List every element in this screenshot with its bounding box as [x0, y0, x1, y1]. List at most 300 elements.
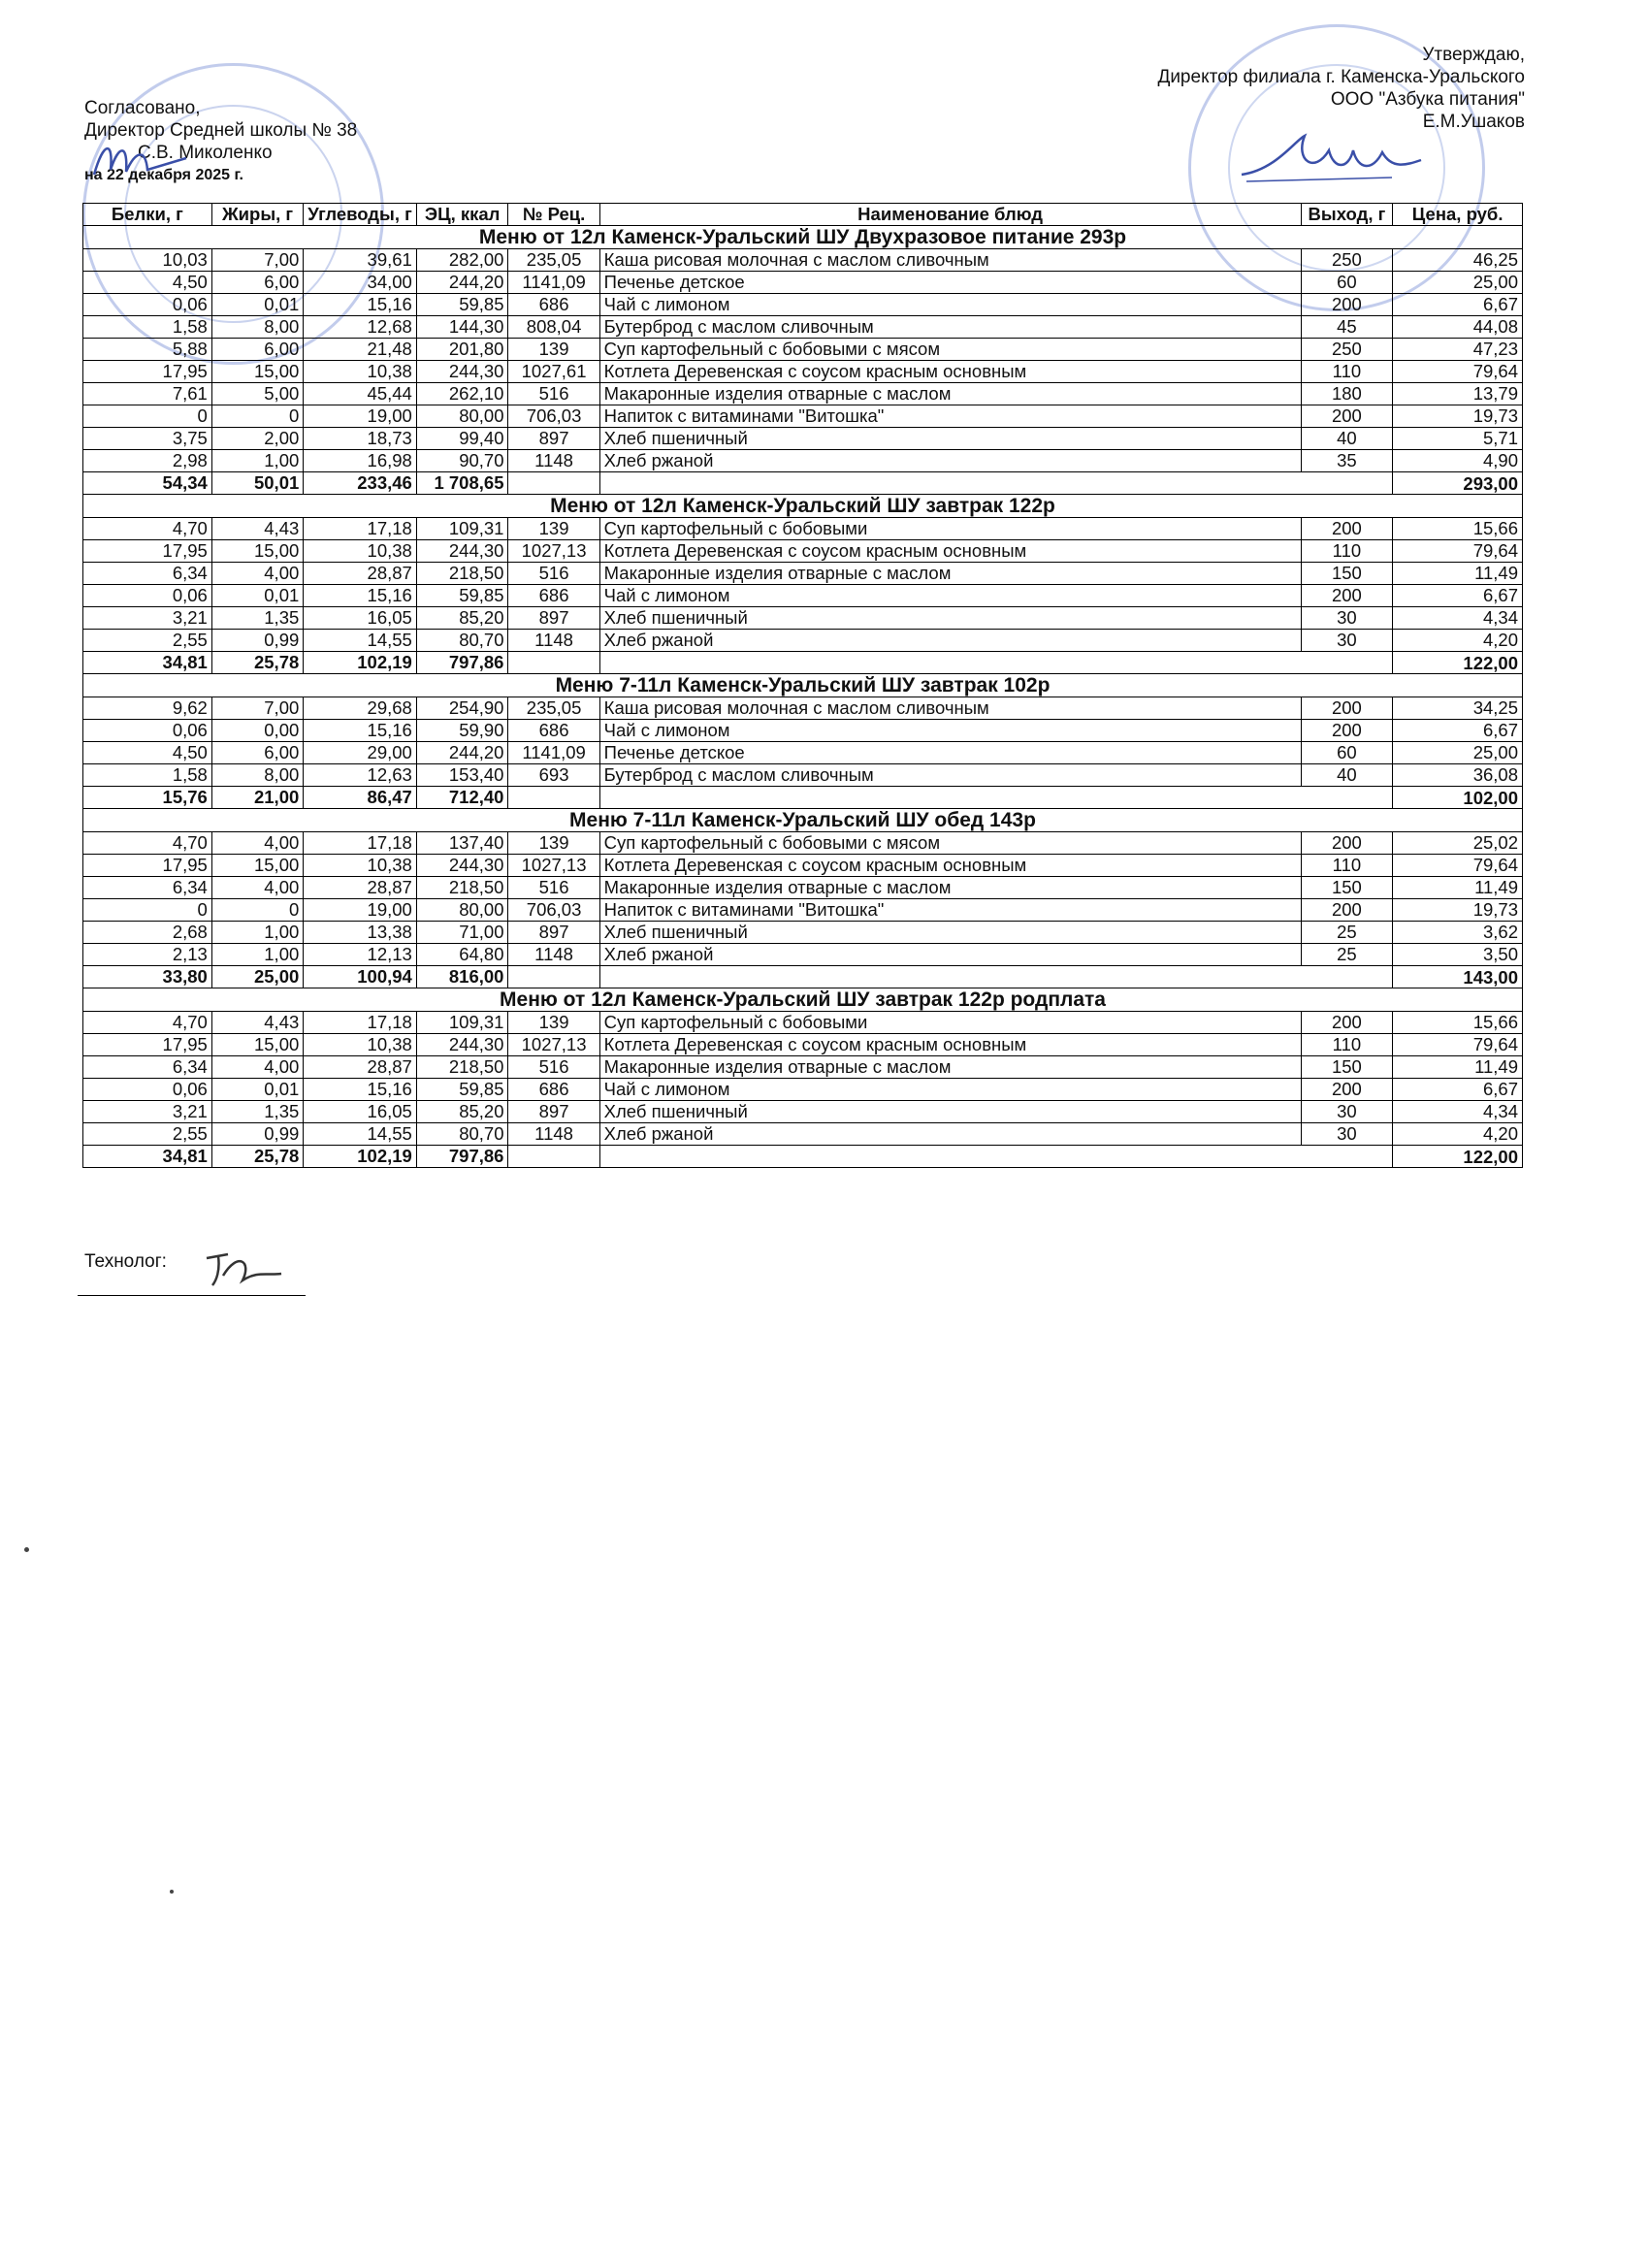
column-header: Наименование блюд: [599, 204, 1301, 226]
table-cell: 1148: [508, 944, 599, 966]
table-cell: Чай с лимоном: [599, 585, 1301, 607]
total-cell: 1 708,65: [416, 472, 508, 495]
total-price-cell: 143,00: [1393, 966, 1523, 988]
table-cell: 17,18: [304, 1012, 417, 1034]
table-cell: 2,55: [83, 1123, 212, 1146]
table-cell: 686: [508, 720, 599, 742]
table-cell: 6,00: [211, 272, 303, 294]
total-cell: 102,19: [304, 652, 417, 674]
total-cell: 797,86: [416, 1146, 508, 1168]
table-cell: 39,61: [304, 249, 417, 272]
total-price-cell: 122,00: [1393, 652, 1523, 674]
table-cell: 0: [83, 899, 212, 922]
table-cell: 200: [1301, 405, 1393, 428]
table-cell: 200: [1301, 720, 1393, 742]
table-cell: Суп картофельный с бобовыми: [599, 518, 1301, 540]
column-header: ЭЦ, ккал: [416, 204, 508, 226]
table-cell: Суп картофельный с бобовыми с мясом: [599, 339, 1301, 361]
table-cell: 9,62: [83, 697, 212, 720]
table-cell: 15,66: [1393, 1012, 1523, 1034]
total-cell: 15,76: [83, 787, 212, 809]
menu-date: на 22 декабря 2025 г.: [84, 167, 243, 183]
table-cell: 15,00: [211, 855, 303, 877]
total-cell: 816,00: [416, 966, 508, 988]
table-cell: Напиток с витаминами "Витошка": [599, 899, 1301, 922]
total-cell: 233,46: [304, 472, 417, 495]
table-cell: 1,00: [211, 944, 303, 966]
table-cell: 6,34: [83, 877, 212, 899]
section-title: Меню 7-11л Каменск-Уральский ШУ завтрак 102р: [83, 674, 1523, 697]
table-cell: Котлета Деревенская с соусом красным основным: [599, 855, 1301, 877]
table-cell: Котлета Деревенская с соусом красным основным: [599, 361, 1301, 383]
table-cell: 1,00: [211, 450, 303, 472]
table-cell: 85,20: [416, 607, 508, 630]
total-cell: 21,00: [211, 787, 303, 809]
column-header: Цена, руб.: [1393, 204, 1523, 226]
table-cell: 244,30: [416, 1034, 508, 1056]
table-row: [83, 518, 1523, 540]
table-cell: 200: [1301, 832, 1393, 855]
table-row: [83, 585, 1523, 607]
table-cell: 80,00: [416, 899, 508, 922]
table-cell: 706,03: [508, 899, 599, 922]
table-cell: 4,50: [83, 742, 212, 764]
table-cell: Печенье детское: [599, 742, 1301, 764]
total-row: [83, 1146, 1523, 1168]
table-cell: 17,18: [304, 518, 417, 540]
table-row: [83, 1079, 1523, 1101]
table-cell: 34,00: [304, 272, 417, 294]
right-signature: [1237, 121, 1431, 194]
table-cell: 150: [1301, 1056, 1393, 1079]
table-cell: 14,55: [304, 630, 417, 652]
table-cell: Макаронные изделия отварные с маслом: [599, 877, 1301, 899]
table-cell: 28,87: [304, 1056, 417, 1079]
table-cell: 80,00: [416, 405, 508, 428]
table-cell: 15,16: [304, 294, 417, 316]
table-cell: 19,00: [304, 899, 417, 922]
table-cell: 79,64: [1393, 540, 1523, 563]
table-cell: Суп картофельный с бобовыми с мясом: [599, 832, 1301, 855]
total-cell: 25,00: [211, 966, 303, 988]
table-cell: 0,06: [83, 720, 212, 742]
table-cell: 19,73: [1393, 405, 1523, 428]
total-row: [83, 472, 1523, 495]
table-cell: 0,01: [211, 294, 303, 316]
table-cell: 8,00: [211, 764, 303, 787]
table-cell: 516: [508, 1056, 599, 1079]
table-row: [83, 720, 1523, 742]
table-cell: 180: [1301, 383, 1393, 405]
table-cell: 45,44: [304, 383, 417, 405]
table-cell: 0,00: [211, 720, 303, 742]
table-cell: 2,13: [83, 944, 212, 966]
table-cell: 200: [1301, 518, 1393, 540]
table-cell: 110: [1301, 855, 1393, 877]
table-cell: 30: [1301, 607, 1393, 630]
table-row: [83, 272, 1523, 294]
table-cell: 28,87: [304, 877, 417, 899]
approval-left-person: С.В. Миколенко: [138, 143, 273, 163]
total-price-cell: 293,00: [1393, 472, 1523, 495]
total-row: [83, 652, 1523, 674]
section-title-row: [83, 988, 1523, 1012]
table-cell: 64,80: [416, 944, 508, 966]
table-row: [83, 1101, 1523, 1123]
section-title: Меню от 12л Каменск-Уральский ШУ завтрак 122р: [83, 495, 1523, 518]
table-cell: 59,85: [416, 585, 508, 607]
table-cell: 44,08: [1393, 316, 1523, 339]
approval-left-title: Согласовано,: [84, 98, 201, 118]
table-cell: 29,68: [304, 697, 417, 720]
total-cell: 797,86: [416, 652, 508, 674]
section-title: Меню 7-11л Каменск-Уральский ШУ обед 143р: [83, 809, 1523, 832]
table-cell: 6,34: [83, 563, 212, 585]
table-cell: 200: [1301, 585, 1393, 607]
table-row: [83, 877, 1523, 899]
table-cell: 6,00: [211, 339, 303, 361]
table-cell: 150: [1301, 563, 1393, 585]
table-cell: 21,48: [304, 339, 417, 361]
table-cell: 6,67: [1393, 1079, 1523, 1101]
table-row: [83, 249, 1523, 272]
table-cell: Хлеб ржаной: [599, 630, 1301, 652]
table-cell: 25,02: [1393, 832, 1523, 855]
table-cell: 137,40: [416, 832, 508, 855]
table-cell: 6,34: [83, 1056, 212, 1079]
table-cell: 0: [211, 405, 303, 428]
table-cell: 4,20: [1393, 1123, 1523, 1146]
table-cell: 2,98: [83, 450, 212, 472]
table-cell: Каша рисовая молочная с маслом сливочным: [599, 249, 1301, 272]
table-cell: 30: [1301, 630, 1393, 652]
table-cell: 4,50: [83, 272, 212, 294]
table-cell: 6,67: [1393, 720, 1523, 742]
table-cell: 17,18: [304, 832, 417, 855]
table-cell: 10,38: [304, 361, 417, 383]
table-cell: 16,05: [304, 1101, 417, 1123]
table-cell: 254,90: [416, 697, 508, 720]
table-cell: Макаронные изделия отварные с маслом: [599, 563, 1301, 585]
technologist-label: Технолог:: [84, 1251, 167, 1272]
table-cell: 45: [1301, 316, 1393, 339]
approval-right-title: Утверждаю,: [1422, 45, 1525, 65]
table-row: [83, 855, 1523, 877]
table-cell: Хлеб пшеничный: [599, 922, 1301, 944]
table-cell: 4,43: [211, 518, 303, 540]
table-cell: Бутерброд с маслом сливочным: [599, 316, 1301, 339]
table-cell: 19,73: [1393, 899, 1523, 922]
table-cell: 79,64: [1393, 855, 1523, 877]
table-cell: 686: [508, 585, 599, 607]
table-cell: 4,70: [83, 832, 212, 855]
total-cell: 50,01: [211, 472, 303, 495]
table-cell: 15,16: [304, 1079, 417, 1101]
table-cell: 10,38: [304, 1034, 417, 1056]
table-row: [83, 630, 1523, 652]
table-row: [83, 450, 1523, 472]
table-cell: 15,16: [304, 585, 417, 607]
table-row: [83, 1034, 1523, 1056]
total-blank-cell: [508, 1146, 599, 1168]
table-cell: 4,00: [211, 1056, 303, 1079]
table-cell: 897: [508, 428, 599, 450]
total-cell: 86,47: [304, 787, 417, 809]
table-cell: 4,90: [1393, 450, 1523, 472]
table-cell: 6,00: [211, 742, 303, 764]
table-cell: Суп картофельный с бобовыми: [599, 1012, 1301, 1034]
table-cell: 4,20: [1393, 630, 1523, 652]
table-cell: 71,00: [416, 922, 508, 944]
table-cell: Чай с лимоном: [599, 1079, 1301, 1101]
table-cell: 15,00: [211, 1034, 303, 1056]
total-cell: 100,94: [304, 966, 417, 988]
table-cell: 0,99: [211, 1123, 303, 1146]
table-cell: 17,95: [83, 361, 212, 383]
table-cell: 3,75: [83, 428, 212, 450]
table-cell: Чай с лимоном: [599, 294, 1301, 316]
table-cell: 282,00: [416, 249, 508, 272]
total-price-cell: 122,00: [1393, 1146, 1523, 1168]
table-cell: 110: [1301, 540, 1393, 563]
table-cell: 0,06: [83, 294, 212, 316]
table-cell: 693: [508, 764, 599, 787]
table-cell: 686: [508, 1079, 599, 1101]
table-cell: 1148: [508, 450, 599, 472]
table-cell: Напиток с витаминами "Витошка": [599, 405, 1301, 428]
table-cell: 897: [508, 922, 599, 944]
table-cell: 47,23: [1393, 339, 1523, 361]
scan-speck: [24, 1547, 29, 1552]
table-cell: 244,30: [416, 361, 508, 383]
table-cell: 15,00: [211, 540, 303, 563]
table-cell: 0,06: [83, 1079, 212, 1101]
table-cell: 4,00: [211, 832, 303, 855]
table-row: [83, 899, 1523, 922]
table-cell: 2,55: [83, 630, 212, 652]
table-cell: 99,40: [416, 428, 508, 450]
table-cell: 897: [508, 607, 599, 630]
table-cell: Макаронные изделия отварные с маслом: [599, 1056, 1301, 1079]
table-row: [83, 697, 1523, 720]
table-cell: 1,58: [83, 764, 212, 787]
table-cell: 12,63: [304, 764, 417, 787]
table-cell: 7,00: [211, 249, 303, 272]
table-cell: Хлеб ржаной: [599, 450, 1301, 472]
table-cell: 4,70: [83, 1012, 212, 1034]
table-cell: 4,34: [1393, 607, 1523, 630]
table-cell: 0: [83, 405, 212, 428]
table-cell: 3,21: [83, 1101, 212, 1123]
column-header: Жиры, г: [211, 204, 303, 226]
table-cell: 2,00: [211, 428, 303, 450]
table-cell: 4,34: [1393, 1101, 1523, 1123]
total-blank-cell: [508, 966, 599, 988]
column-header: Выход, г: [1301, 204, 1393, 226]
table-cell: 4,70: [83, 518, 212, 540]
approval-right-position: Директор филиала г. Каменска-Уральского: [1157, 67, 1525, 87]
table-row: [83, 1012, 1523, 1034]
table-cell: 30: [1301, 1101, 1393, 1123]
table-cell: 12,68: [304, 316, 417, 339]
table-cell: Хлеб ржаной: [599, 944, 1301, 966]
table-cell: Чай с лимоном: [599, 720, 1301, 742]
table-cell: 139: [508, 518, 599, 540]
table-cell: 244,30: [416, 540, 508, 563]
table-row: [83, 405, 1523, 428]
table-row: [83, 540, 1523, 563]
table-row: [83, 361, 1523, 383]
table-cell: 4,00: [211, 877, 303, 899]
table-cell: 8,00: [211, 316, 303, 339]
column-header: Углеводы, г: [304, 204, 417, 226]
table-cell: 12,13: [304, 944, 417, 966]
table-cell: 25,00: [1393, 272, 1523, 294]
table-cell: 60: [1301, 272, 1393, 294]
table-cell: 1,35: [211, 1101, 303, 1123]
table-row: [83, 922, 1523, 944]
table-cell: 59,85: [416, 294, 508, 316]
table-cell: 80,70: [416, 1123, 508, 1146]
table-cell: 25,00: [1393, 742, 1523, 764]
menu-table: [82, 203, 1523, 1168]
table-cell: 59,90: [416, 720, 508, 742]
table-cell: 10,38: [304, 540, 417, 563]
section-title-row: [83, 226, 1523, 249]
table-cell: 34,25: [1393, 697, 1523, 720]
section-title-row: [83, 809, 1523, 832]
table-row: [83, 944, 1523, 966]
table-row: [83, 383, 1523, 405]
table-cell: 244,20: [416, 272, 508, 294]
table-cell: 11,49: [1393, 1056, 1523, 1079]
table-cell: Бутерброд с маслом сливочным: [599, 764, 1301, 787]
table-row: [83, 294, 1523, 316]
table-cell: 1027,61: [508, 361, 599, 383]
table-cell: 706,03: [508, 405, 599, 428]
total-blank-cell: [599, 787, 1393, 809]
table-cell: Котлета Деревенская с соусом красным основным: [599, 540, 1301, 563]
table-cell: 218,50: [416, 877, 508, 899]
table-cell: 17,95: [83, 540, 212, 563]
table-cell: 10,38: [304, 855, 417, 877]
table-cell: 5,71: [1393, 428, 1523, 450]
table-cell: Хлеб пшеничный: [599, 1101, 1301, 1123]
table-cell: 13,79: [1393, 383, 1523, 405]
approval-right-block: [1157, 44, 1525, 133]
table-row: [83, 764, 1523, 787]
table-cell: 0,01: [211, 1079, 303, 1101]
table-cell: 6,67: [1393, 585, 1523, 607]
table-cell: 1148: [508, 1123, 599, 1146]
table-cell: Хлеб ржаной: [599, 1123, 1301, 1146]
total-cell: 54,34: [83, 472, 212, 495]
total-row: [83, 787, 1523, 809]
table-cell: 516: [508, 877, 599, 899]
table-cell: 59,85: [416, 1079, 508, 1101]
table-cell: 1027,13: [508, 1034, 599, 1056]
table-header-row: [83, 204, 1523, 226]
table-cell: 1,58: [83, 316, 212, 339]
table-row: [83, 563, 1523, 585]
table-cell: 40: [1301, 428, 1393, 450]
scan-speck: [170, 1890, 174, 1894]
total-cell: 34,81: [83, 1146, 212, 1168]
table-cell: 25: [1301, 944, 1393, 966]
table-cell: 110: [1301, 361, 1393, 383]
table-cell: 250: [1301, 339, 1393, 361]
total-price-cell: 102,00: [1393, 787, 1523, 809]
table-cell: 3,62: [1393, 922, 1523, 944]
table-cell: Макаронные изделия отварные с маслом: [599, 383, 1301, 405]
total-cell: 25,78: [211, 1146, 303, 1168]
table-cell: 40: [1301, 764, 1393, 787]
table-cell: 29,00: [304, 742, 417, 764]
table-cell: 139: [508, 1012, 599, 1034]
table-cell: 15,00: [211, 361, 303, 383]
approval-left-position: Директор Средней школы № 38: [84, 120, 358, 141]
total-cell: 712,40: [416, 787, 508, 809]
table-cell: 46,25: [1393, 249, 1523, 272]
table-cell: 1141,09: [508, 742, 599, 764]
table-cell: 13,38: [304, 922, 417, 944]
table-cell: 15,66: [1393, 518, 1523, 540]
technologist-signature-line: [78, 1295, 306, 1296]
table-cell: 144,30: [416, 316, 508, 339]
table-cell: 1027,13: [508, 540, 599, 563]
table-cell: 10,03: [83, 249, 212, 272]
table-cell: 1,35: [211, 607, 303, 630]
table-cell: 85,20: [416, 1101, 508, 1123]
table-cell: 235,05: [508, 249, 599, 272]
table-cell: 262,10: [416, 383, 508, 405]
table-cell: 139: [508, 339, 599, 361]
table-cell: 36,08: [1393, 764, 1523, 787]
column-header: Белки, г: [83, 204, 212, 226]
table-cell: 80,70: [416, 630, 508, 652]
section-title-row: [83, 674, 1523, 697]
approval-right-org: ООО "Азбука питания": [1330, 89, 1525, 110]
table-cell: 0,99: [211, 630, 303, 652]
table-cell: 7,61: [83, 383, 212, 405]
table-row: [83, 1123, 1523, 1146]
table-cell: 1027,13: [508, 855, 599, 877]
left-signature: [89, 131, 196, 189]
table-cell: 516: [508, 563, 599, 585]
menu-table-body: [83, 226, 1523, 1168]
total-blank-cell: [599, 472, 1393, 495]
table-cell: 30: [1301, 1123, 1393, 1146]
table-cell: 17,95: [83, 855, 212, 877]
table-cell: 11,49: [1393, 563, 1523, 585]
total-cell: 102,19: [304, 1146, 417, 1168]
table-cell: 28,87: [304, 563, 417, 585]
table-cell: 11,49: [1393, 877, 1523, 899]
technologist-signature: [199, 1247, 286, 1290]
table-cell: 0,01: [211, 585, 303, 607]
table-row: [83, 428, 1523, 450]
table-cell: 150: [1301, 877, 1393, 899]
table-cell: Хлеб пшеничный: [599, 428, 1301, 450]
table-cell: Котлета Деревенская с соусом красным основным: [599, 1034, 1301, 1056]
table-cell: 897: [508, 1101, 599, 1123]
table-row: [83, 832, 1523, 855]
table-cell: 200: [1301, 899, 1393, 922]
column-header: № Рец.: [508, 204, 599, 226]
table-cell: 686: [508, 294, 599, 316]
section-title: Меню от 12л Каменск-Уральский ШУ Двухразовое питание 293р: [83, 226, 1523, 249]
total-blank-cell: [599, 1146, 1393, 1168]
